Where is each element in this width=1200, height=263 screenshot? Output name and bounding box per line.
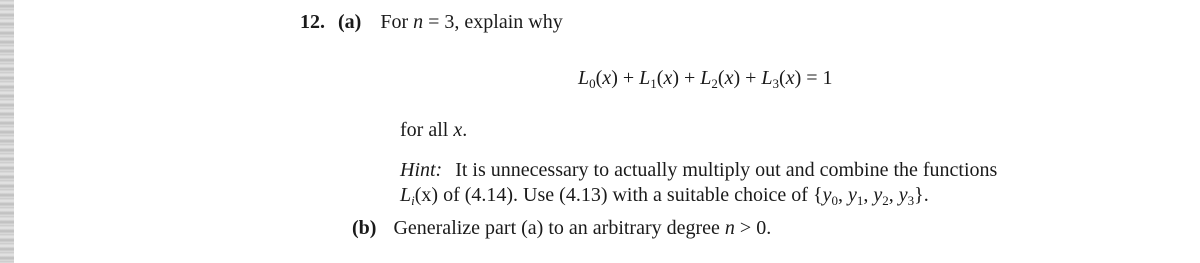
problem-number: 12. (300, 11, 325, 33)
part-a-prompt: For n = 3, explain why (380, 11, 563, 33)
part-a-label: (a) (338, 11, 362, 33)
hint-label: Hint: (400, 159, 443, 181)
plus-operator: + (679, 67, 701, 89)
plus-operator: + (740, 67, 762, 89)
part-b-text: Generalize part (a) to an arbitrary degree n > 0. (393, 217, 772, 239)
equation-term: $L_2(x)$ (700, 67, 741, 91)
hint-set-item: $y_2$ (873, 184, 889, 208)
equation (578, 66, 833, 90)
hint-text-1: It is unnecessary to actually multiply out and combine the functions (455, 159, 998, 181)
hint-line-1 (400, 158, 997, 182)
hint-set-item: $y_3$ (898, 184, 915, 208)
hint-set: $y_0$, $y_1$, $y_2$, $y_3$ (822, 184, 915, 208)
equation-term: $L_0(x)$ (578, 67, 618, 91)
equation-rhs: = 1 (801, 67, 833, 89)
equation-term: $L_3(x)$ (761, 67, 802, 91)
hint-set-item: $y_1$ (847, 184, 864, 208)
part-b (352, 216, 771, 240)
plus-operator: + (617, 67, 640, 89)
hint-set-item: $y_0$ (822, 184, 838, 208)
scan-edge (0, 0, 14, 263)
hint-function: $L_i(x)$ (400, 184, 439, 208)
equation-term: $L_1(x)$ (639, 67, 679, 91)
hint-line-2: $L_i(x)$ of (4.14). Use (4.13) with a suitable choice of {$y_0$, $y_1$, $y_2$, $y_3$}. (400, 184, 929, 208)
part-b-label: (b) (352, 217, 377, 239)
for-all-text: for all x. (400, 119, 468, 141)
problem-header (300, 10, 563, 34)
